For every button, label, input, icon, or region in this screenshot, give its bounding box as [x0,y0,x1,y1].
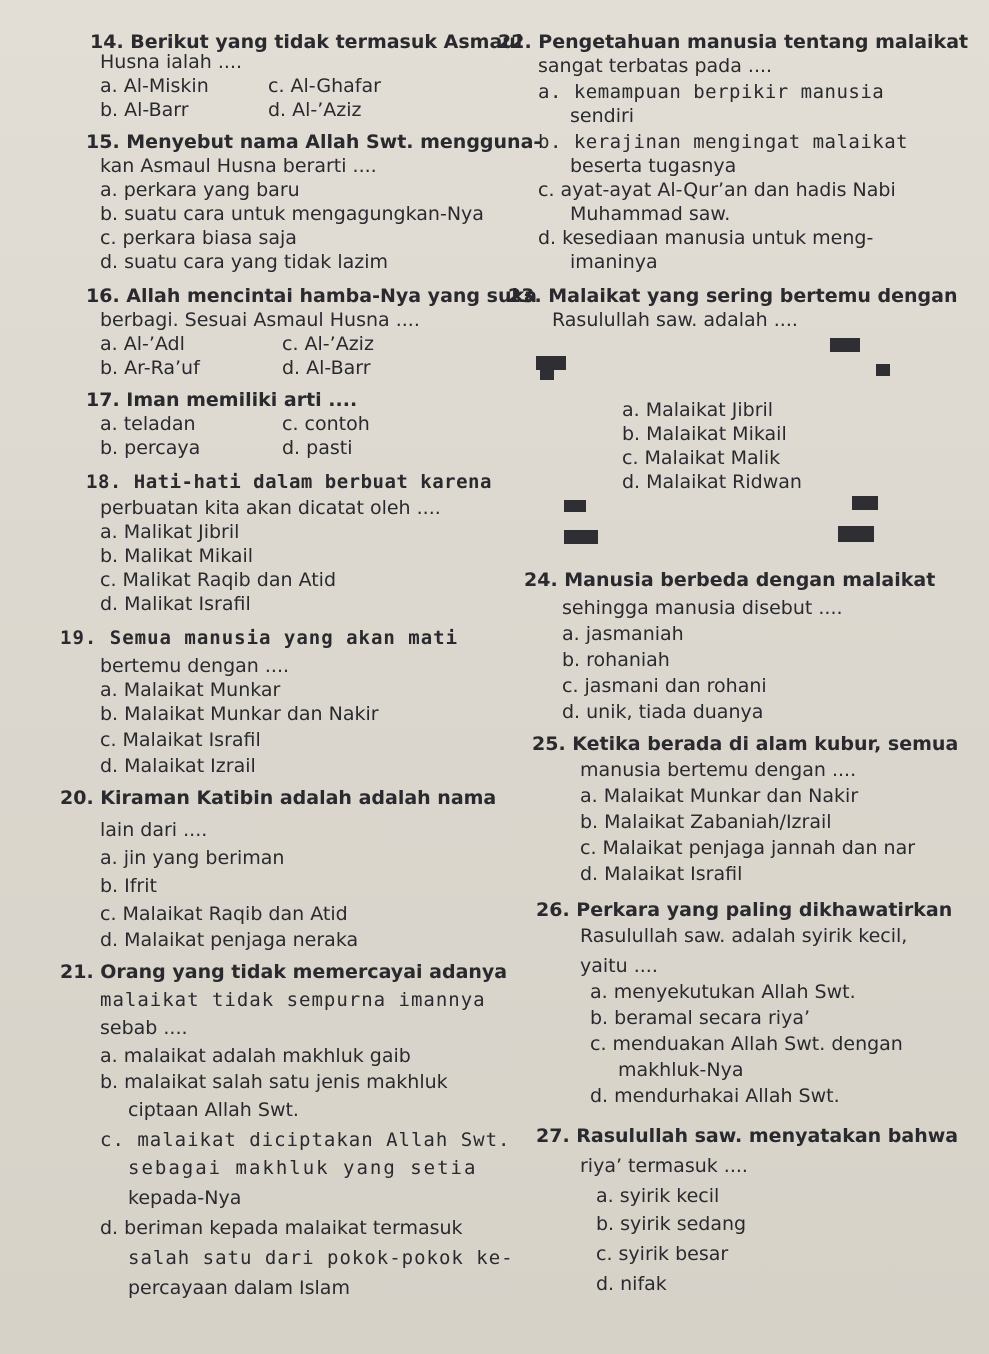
option-15d: d. suatu cara yang tidak lazim [100,251,389,273]
option-21b: b. malaikat salah satu jenis makhluk [100,1071,448,1093]
question-19-stem-cont: bertemu dengan .... [100,655,290,677]
question-23-stem-cont: Rasulullah saw. adalah .... [552,309,798,331]
question-21-stem-cont: malaikat tidak sempurna imannya [100,989,486,1011]
frame-corner-top-left [536,356,566,370]
question-21-stem: 21. Orang yang tidak memercayai adanya [60,961,508,983]
option-22c-cont: Muhammad saw. [570,203,731,225]
question-15-stem: 15. Menyebut nama Allah Swt. mengguna- [86,131,542,153]
option-16c: c. Al-’Aziz [282,333,374,355]
option-23c: c. Malaikat Malik [622,447,781,469]
question-21-stem-cont2: sebab .... [100,1017,188,1039]
option-24a: a. jasmaniah [562,623,684,645]
question-18-stem: 18. Hati-hati dalam berbuat karena [86,471,492,493]
option-26b: b. beramal secara riya’ [590,1007,811,1029]
option-22d-cont: imaninya [570,251,658,273]
option-18d: d. Malikat Israfil [100,593,251,615]
option-19c: c. Malaikat Israfil [100,729,261,751]
option-24c: c. jasmani dan rohani [562,675,767,697]
option-18b: b. Malikat Mikail [100,545,254,567]
question-27-stem-cont: riya’ termasuk .... [580,1155,748,1177]
option-22b: b. kerajinan mengingat malaikat [538,131,909,153]
question-26-stem-cont2: yaitu .... [580,955,658,977]
frame-corner-bottom-left [564,500,586,512]
option-17d: d. pasti [282,437,353,459]
question-15-stem-cont: kan Asmaul Husna berarti .... [100,155,377,177]
option-21d-cont2: percayaan dalam Islam [128,1277,350,1299]
question-16-stem: 16. Allah mencintai hamba-Nya yang suka [86,285,537,307]
option-21c: c. malaikat diciptakan Allah Swt. [100,1129,511,1151]
option-21c-cont2: kepada-Nya [128,1187,242,1209]
option-22a-cont: sendiri [570,105,635,127]
option-24b: b. rohaniah [562,649,670,671]
option-26c: c. menduakan Allah Swt. dengan [590,1033,903,1055]
option-22a: a. kemampuan berpikir manusia [538,81,885,103]
question-22-stem: 22. Pengetahuan manusia tentang malaikat [498,31,969,53]
question-19-stem: 19. Semua manusia yang akan mati [60,627,459,649]
question-16-stem-cont: berbagi. Sesuai Asmaul Husna .... [100,309,420,331]
option-27a: a. syirik kecil [596,1185,720,1207]
option-16b: b. Ar-Ra’uf [100,357,200,379]
frame-corner-bottom-right [852,496,878,510]
question-25-stem-cont: manusia bertemu dengan .... [580,759,857,781]
option-26c-cont: makhluk-Nya [618,1059,744,1081]
question-20-stem-cont: lain dari .... [100,819,208,841]
option-21d: d. beriman kepada malaikat termasuk [100,1217,463,1239]
option-19b: b. Malaikat Munkar dan Nakir [100,703,379,725]
option-26d: d. mendurhakai Allah Swt. [590,1085,840,1107]
option-22b-cont: beserta tugasnya [570,155,737,177]
option-27d: d. nifak [596,1273,667,1295]
question-18-stem-cont: perbuatan kita akan dicatat oleh .... [100,497,441,519]
option-22d: d. kesediaan manusia untuk meng- [538,227,874,249]
option-18c: c. Malikat Raqib dan Atid [100,569,337,591]
question-23-stem: 23. Malaikat yang sering bertemu dengan [508,285,958,307]
option-14a: a. Al-Miskin [100,75,209,97]
option-14d: d. Al-’Aziz [268,99,362,121]
option-20c: c. Malaikat Raqib dan Atid [100,903,348,925]
frame-corner-top-left-2 [540,370,554,380]
option-21c-cont: sebagai makhluk yang setia [128,1157,478,1179]
frame-corner-top-right [830,338,860,352]
option-15b: b. suatu cara untuk mengagungkan-Nya [100,203,484,225]
option-14c: c. Al-Ghafar [268,75,381,97]
frame-corner-bottom-right-2 [838,526,874,542]
option-17c: c. contoh [282,413,370,435]
option-19d: d. Malaikat Izrail [100,755,256,777]
option-27c: c. syirik besar [596,1243,729,1265]
option-21d-cont: salah satu dari pokok-pokok ke- [128,1247,514,1269]
option-15c: c. perkara biasa saja [100,227,297,249]
option-25c: c. Malaikat penjaga jannah dan nar [580,837,916,859]
option-17b: b. percaya [100,437,201,459]
frame-corner-bottom-left-2 [564,530,598,544]
option-16d: d. Al-Barr [282,357,371,379]
option-27b: b. syirik sedang [596,1213,747,1235]
option-23d: d. Malaikat Ridwan [622,471,802,493]
question-26-stem-cont: Rasulullah saw. adalah syirik kecil, [580,925,908,947]
option-25b: b. Malaikat Zabaniah/Izrail [580,811,832,833]
question-14-stem: 14. Berikut yang tidak termasuk Asmaul [90,31,523,53]
option-19a: a. Malaikat Munkar [100,679,281,701]
option-20b: b. Ifrit [100,875,157,897]
option-23b: b. Malaikat Mikail [622,423,787,445]
option-25d: d. Malaikat Israfil [580,863,743,885]
option-20a: a. jin yang beriman [100,847,285,869]
option-21b-cont: ciptaan Allah Swt. [128,1099,299,1121]
option-23a: a. Malaikat Jibril [622,399,774,421]
question-24-stem: 24. Manusia berbeda dengan malaikat [524,569,936,591]
option-15a: a. perkara yang baru [100,179,300,201]
option-20d: d. Malaikat penjaga neraka [100,929,359,951]
option-18a: a. Malikat Jibril [100,521,240,543]
option-22c: c. ayat-ayat Al-Qur’an dan hadis Nabi [538,179,896,201]
question-17-stem: 17. Iman memiliki arti .... [86,389,358,411]
option-26a: a. menyekutukan Allah Swt. [590,981,856,1003]
question-27-stem: 27. Rasulullah saw. menyatakan bahwa [536,1125,959,1147]
question-25-stem: 25. Ketika berada di alam kubur, semua [532,733,959,755]
option-14b: b. Al-Barr [100,99,189,121]
question-22-stem-cont: sangat terbatas pada .... [538,55,773,77]
option-17a: a. teladan [100,413,196,435]
option-25a: a. Malaikat Munkar dan Nakir [580,785,859,807]
question-26-stem: 26. Perkara yang paling dikhawatirkan [536,899,953,921]
option-24d: d. unik, tiada duanya [562,701,764,723]
question-14-stem-cont: Husna ialah .... [100,51,243,73]
option-21a: a. malaikat adalah makhluk gaib [100,1045,411,1067]
option-16a: a. Al-’Adl [100,333,185,355]
question-24-stem-cont: sehingga manusia disebut .... [562,597,843,619]
question-20-stem: 20. Kiraman Katibin adalah adalah nama [60,787,497,809]
frame-corner-top-right-2 [876,364,890,376]
